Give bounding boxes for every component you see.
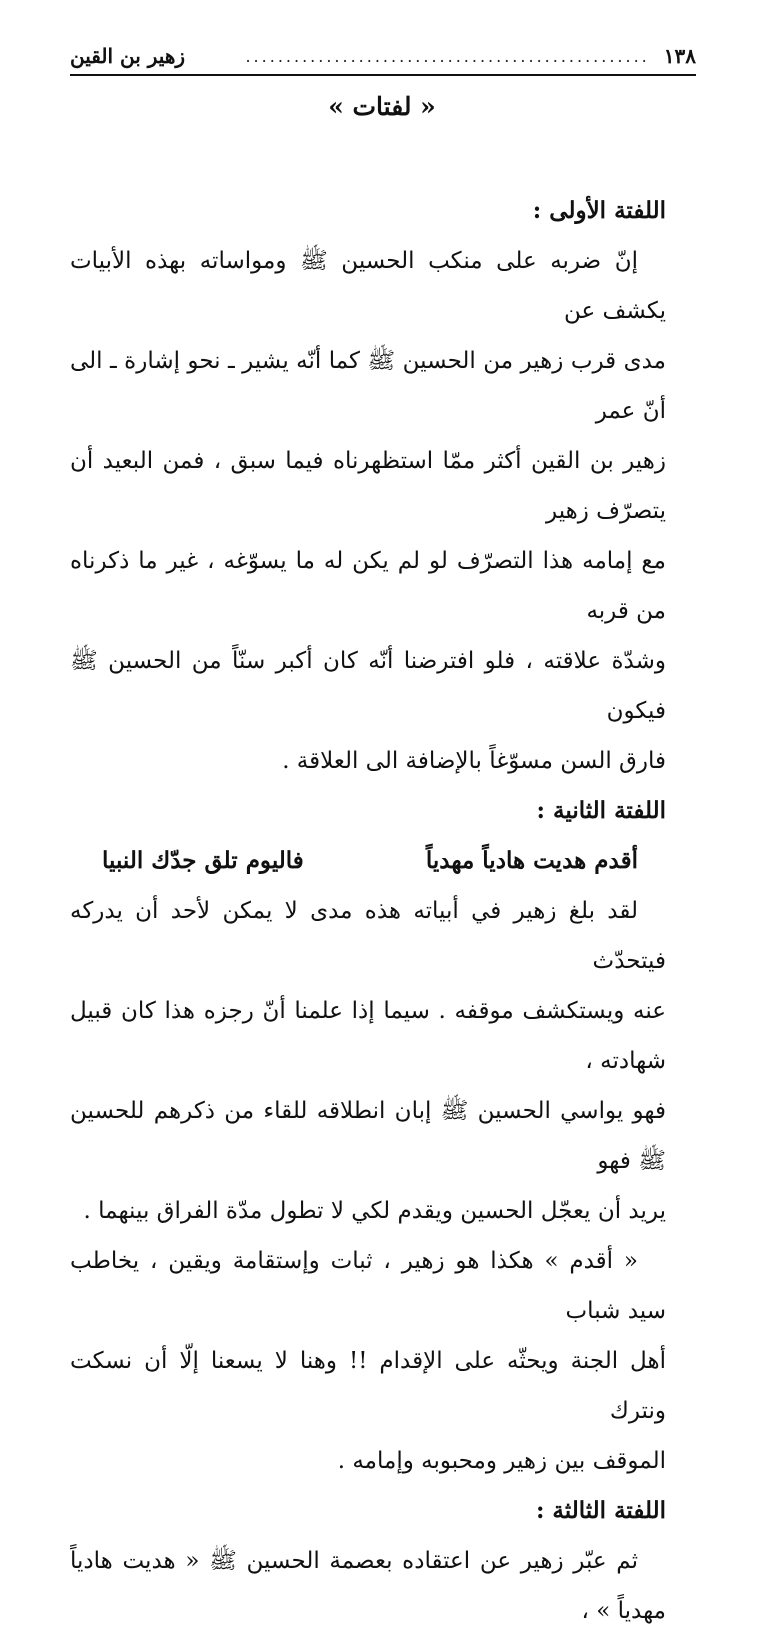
section-title: « لفتات » <box>328 92 436 121</box>
verse-second-hemistich: فاليوم تلق جدّك النبيا <box>102 847 304 874</box>
lafta2-line-7: الموقف بين زهير ومحبوبه وإمامه . <box>337 1448 666 1474</box>
lafta1-line-6: فارق السن مسوّغاً بالإضافة الى العلاقة . <box>282 748 666 774</box>
page-number: ١٣٨ <box>663 44 696 68</box>
lafta1-heading: اللفتة الأولى : <box>532 197 666 224</box>
running-header <box>70 38 696 76</box>
lafta2-line-2: عنه ويستكشف موقفه . سيما إذا علمنا أنّ رجزه هذا كان قبيل شهادته ، <box>70 998 666 1074</box>
lafta2-line-4: يريد أن يعجّل الحسين ويقدم لكي لا تطول مدّة الفراق بينهما . <box>83 1198 666 1224</box>
page-body <box>70 186 666 1636</box>
lafta1-line-3: زهير بن القين أكثر ممّا استظهرناه فيما سبق ، فمن البعيد أن يتصرّف زهير <box>70 448 666 524</box>
lafta3-line-1: ثم عبّر زهير عن اعتقاده بعصمة الحسين ﷺ « هديت هادياً مهدياً » ، <box>70 1548 666 1624</box>
lafta2-line-1: لقد بلغ زهير في أبياته هذه مدى لا يمكن لأحد أن يدركه فيتحدّث <box>70 898 666 974</box>
lafta2-line-3: فهو يواسي الحسين ﷺ إبان انطلاقه للقاء من ذكرهم للحسين ﷺ فهو <box>70 1098 666 1174</box>
verse-first-hemistich: أقدم هديت هادياً مهدياً <box>425 847 638 874</box>
lafta1-line-2: مدى قرب زهير من الحسين ﷺ كما أنّه يشير ـ نحو إشارة ـ الى أنّ عمر <box>70 348 666 424</box>
lafta1-line-4: مع إمامه هذا التصرّف لو لم يكن له ما يسوّغه ، غير ما ذكرناه من قربه <box>70 548 666 624</box>
lafta2-heading: اللفتة الثانية : <box>536 797 666 824</box>
lafta2-line-6: أهل الجنة ويحثّه على الإقدام !! وهنا لا يسعنا إلّا أن نسكت ونترك <box>70 1348 666 1424</box>
lafta2-line-5: « أقدم » هكذا هو زهير ، ثبات وإستقامة ويقين ، يخاطب سيد شباب <box>70 1248 666 1324</box>
lafta1-line-5: وشدّة علاقته ، فلو افترضنا أنّه كان أكبر سنّاً من الحسين ﷺ فيكون <box>70 648 666 724</box>
book-title: زهير بن القين <box>70 44 186 68</box>
verse <box>70 836 666 886</box>
lafta1-line-1: إنّ ضربه على منكب الحسين ﷺ ومواساته بهذه الأبيات يكشف عن <box>70 248 666 324</box>
header-leader-dots: .................................................. <box>245 46 650 66</box>
lafta3-heading: اللفتة الثالثة : <box>535 1497 666 1524</box>
